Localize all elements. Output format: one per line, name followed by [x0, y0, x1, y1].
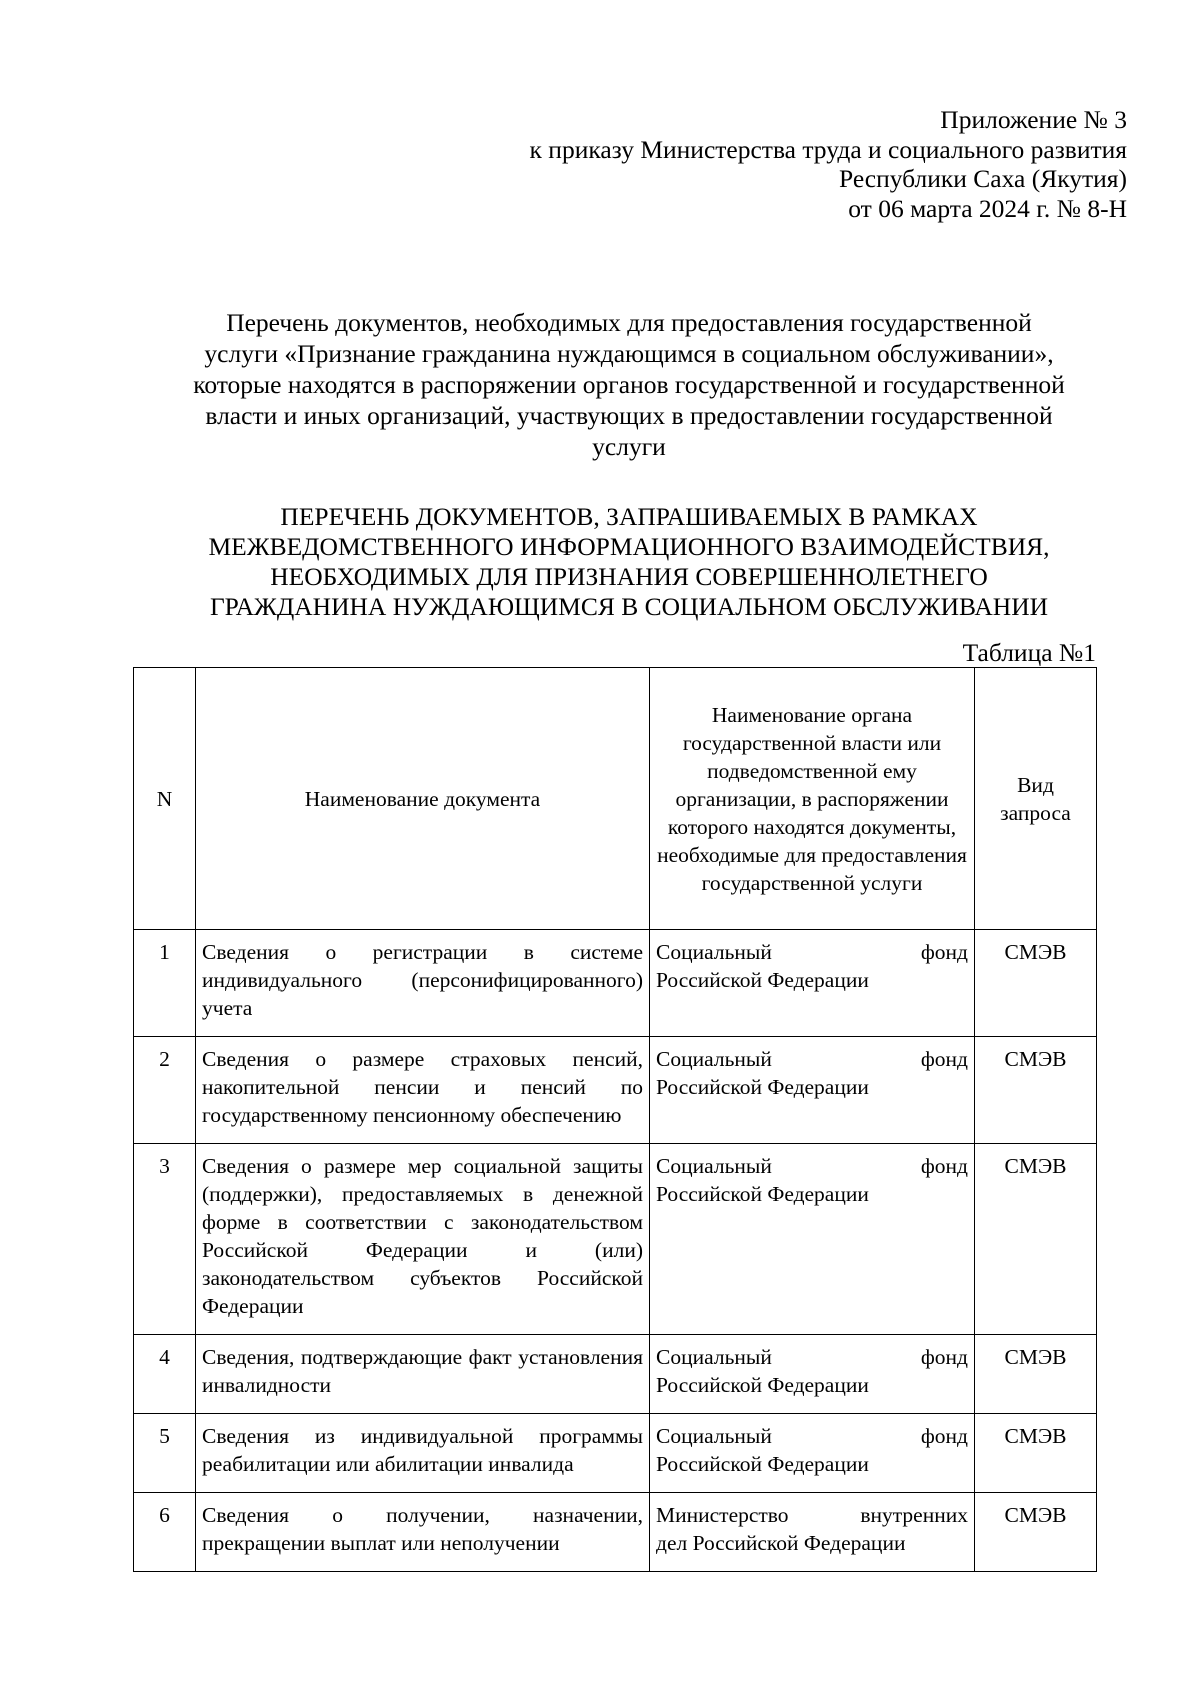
- row-authority: [650, 1414, 975, 1493]
- heading-line: ПЕРЕЧЕНЬ ДОКУМЕНТОВ, ЗАПРАШИВАЕМЫХ В РАМКАХ: [280, 502, 978, 531]
- row-document: Сведения из индивидуальной программы реабилитации или абилитации инвалида: [196, 1414, 650, 1493]
- row-request-type: СМЭВ: [975, 1493, 1097, 1572]
- row-document: Сведения о получении, назначении, прекращении выплат или неполучении: [196, 1493, 650, 1572]
- appendix-order-ref: к приказу Министерства труда и социального развития: [529, 134, 1127, 164]
- purpose-line: услуги «Признание гражданина нуждающимся в социальном обслуживании»,: [204, 339, 1054, 368]
- row-document: Сведения о регистрации в системе индивидуального (персонифицированного) учета: [196, 930, 650, 1037]
- row-number: 6: [134, 1493, 196, 1572]
- authority-word: Социальный: [656, 940, 772, 964]
- authority-word: фонд: [920, 1424, 968, 1448]
- authority-rest: Российской Федерации: [656, 1182, 869, 1206]
- authority-word: фонд: [920, 1047, 968, 1071]
- row-request-type: СМЭВ: [975, 1414, 1097, 1493]
- table-label: Таблица №1: [962, 638, 1096, 667]
- authority-rest: Российской Федерации: [656, 1075, 869, 1099]
- table-row: [134, 1037, 1097, 1144]
- heading-line: ГРАЖДАНИНА НУЖДАЮЩИМСЯ В СОЦИАЛЬНОМ ОБСЛУЖИВАНИИ: [209, 592, 1049, 621]
- row-request-type: СМЭВ: [975, 930, 1097, 1037]
- authority-word: фонд: [920, 1154, 968, 1178]
- row-authority: [650, 930, 975, 1037]
- document-heading: [140, 502, 1118, 622]
- header-document-name: Наименование документа: [196, 668, 650, 930]
- row-number: 4: [134, 1335, 196, 1414]
- authority-word: Социальный: [656, 1154, 772, 1178]
- authority-first-line: [656, 938, 968, 966]
- row-request-type: СМЭВ: [975, 1335, 1097, 1414]
- authority-word: фонд: [920, 1345, 968, 1369]
- row-number: 3: [134, 1144, 196, 1335]
- row-authority: [650, 1335, 975, 1414]
- table-row: [134, 1335, 1097, 1414]
- authority-word: Социальный: [656, 1047, 772, 1071]
- authority-first-line: [656, 1045, 968, 1073]
- authority-rest: Российской Федерации: [656, 1452, 869, 1476]
- authority-rest: Российской Федерации: [656, 968, 869, 992]
- appendix-block: [367, 105, 1127, 223]
- authority-word: Социальный: [656, 1345, 772, 1369]
- authority-word: внутренних: [860, 1503, 968, 1527]
- row-number: 2: [134, 1037, 196, 1144]
- row-request-type: СМЭВ: [975, 1144, 1097, 1335]
- header-number: N: [134, 668, 196, 930]
- row-authority: [650, 1493, 975, 1572]
- purpose-line: которые находятся в распоряжении органов государственной и государственной: [193, 370, 1065, 399]
- documents-table: [133, 667, 1097, 1572]
- heading-line: МЕЖВЕДОМСТВЕННОГО ИНФОРМАЦИОННОГО ВЗАИМОДЕЙСТВИЯ,: [208, 532, 1050, 561]
- row-authority: [650, 1144, 975, 1335]
- row-request-type: СМЭВ: [975, 1037, 1097, 1144]
- row-document: Сведения о размере страховых пенсий, накопительной пенсии и пенсий по государственному пенсионному обеспечению: [196, 1037, 650, 1144]
- authority-rest: дел Российской Федерации: [656, 1531, 906, 1555]
- authority-word: фонд: [920, 940, 968, 964]
- purpose-paragraph: [140, 307, 1118, 462]
- table-header-row: [134, 668, 1097, 930]
- purpose-line: услуги: [592, 432, 666, 461]
- table-row: [134, 1414, 1097, 1493]
- row-document: Сведения о размере мер социальной защиты (поддержки), предоставляемых в денежной форме в соответствии с законодательством Российской Федерации и (или) законодательством субъектов Российской Федерации: [196, 1144, 650, 1335]
- table-row: [134, 1493, 1097, 1572]
- table-row: [134, 930, 1097, 1037]
- row-number: 5: [134, 1414, 196, 1493]
- header-request-type: Вид запроса: [975, 668, 1097, 930]
- purpose-line: власти и иных организаций, участвующих в предоставлении государственной: [205, 401, 1053, 430]
- row-number: 1: [134, 930, 196, 1037]
- heading-line: НЕОБХОДИМЫХ ДЛЯ ПРИЗНАНИЯ СОВЕРШЕННОЛЕТНЕГО: [270, 562, 988, 591]
- table-row: [134, 1144, 1097, 1335]
- row-document: Сведения, подтверждающие факт установления инвалидности: [196, 1335, 650, 1414]
- authority-first-line: [656, 1422, 968, 1450]
- appendix-republic: Республики Саха (Якутия): [838, 164, 1127, 193]
- row-authority: [650, 1037, 975, 1144]
- purpose-line: Перечень документов, необходимых для предоставления государственной: [226, 308, 1032, 337]
- authority-first-line: [656, 1501, 968, 1529]
- authority-word: Министерство: [656, 1503, 789, 1527]
- authority-rest: Российской Федерации: [656, 1373, 869, 1397]
- authority-first-line: [656, 1152, 968, 1180]
- appendix-date-number: от 06 марта 2024 г. № 8-Н: [848, 193, 1127, 223]
- authority-word: Социальный: [656, 1424, 772, 1448]
- header-authority-name: Наименование органа государственной власти или подведомственной ему организации, в распоряжении которого находятся документы, необходимые для предоставления государственной услуги: [650, 668, 975, 930]
- appendix-number: Приложение № 3: [940, 105, 1127, 134]
- authority-first-line: [656, 1343, 968, 1371]
